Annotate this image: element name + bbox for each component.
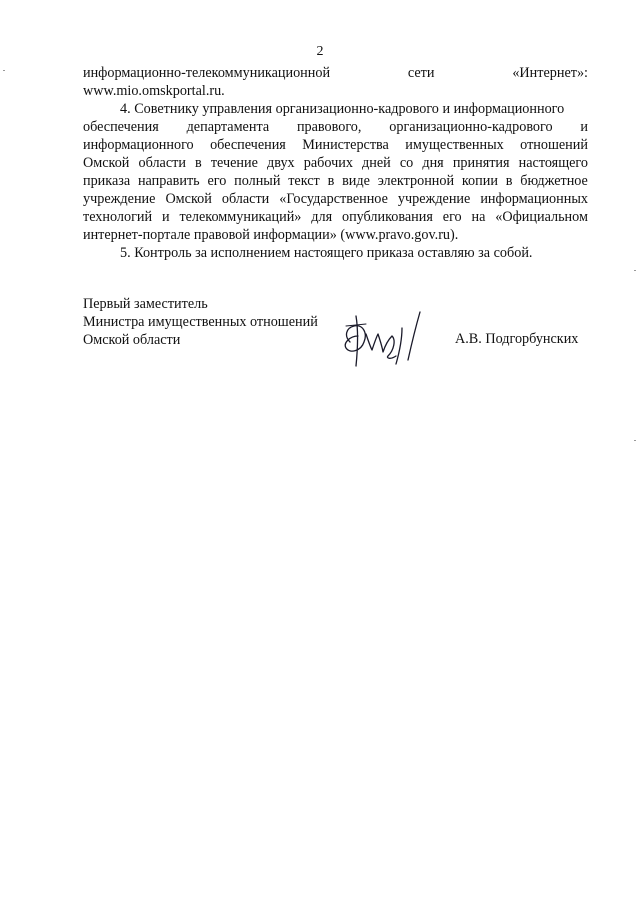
- word: двух: [267, 155, 295, 171]
- paragraph-4-line-8: интернет-портале правовой информации» (www.pravo.gov.ru).: [83, 227, 459, 243]
- signer-name: А.В. Подгорбунских: [455, 331, 579, 347]
- scan-artifact: [3, 70, 5, 71]
- word: телекоммуникаций»: [179, 209, 302, 225]
- word: Омской: [165, 191, 212, 207]
- word: виде: [342, 173, 370, 189]
- word: электронной: [377, 173, 455, 189]
- word: информационного: [83, 137, 194, 153]
- paragraph-3-line-1: [83, 64, 588, 82]
- word: в: [195, 155, 202, 171]
- word: «Официальном: [495, 209, 588, 225]
- word: учреждение: [397, 191, 471, 207]
- word: имущественных: [405, 137, 504, 153]
- word: на: [471, 209, 486, 225]
- word: информационных: [480, 191, 588, 207]
- word: принятия: [452, 155, 510, 171]
- word: отношений: [520, 137, 588, 153]
- word: Омской: [83, 155, 130, 171]
- paragraph-4-line-4: [83, 154, 588, 172]
- signer-title-line-2: Министра имущественных отношений: [83, 314, 318, 330]
- word: в: [327, 173, 335, 189]
- word: Министерства: [302, 137, 389, 153]
- word: правового,: [296, 119, 362, 135]
- word: приказа: [83, 173, 131, 189]
- word: сети: [407, 65, 435, 81]
- word: его: [207, 173, 227, 189]
- word: копии: [461, 173, 498, 189]
- word: учреждение: [83, 191, 156, 207]
- word: его: [442, 209, 462, 225]
- word: и: [161, 209, 170, 225]
- word: текст: [288, 173, 320, 189]
- word: «Интернет»:: [512, 65, 588, 81]
- word: для: [311, 209, 333, 225]
- word: и: [580, 119, 588, 135]
- word: дня: [422, 155, 444, 171]
- word: дней: [362, 155, 391, 171]
- handwritten-signature: [336, 306, 426, 372]
- word: «Государственное: [279, 191, 388, 207]
- word: полный: [234, 173, 281, 189]
- word: области: [138, 155, 186, 171]
- paragraph-4-line-5: [83, 172, 588, 190]
- signer-title-line-3: Омской области: [83, 332, 181, 348]
- document-body: [83, 64, 588, 262]
- scan-artifact: [634, 440, 636, 441]
- word: бюджетное: [520, 173, 588, 189]
- word: обеспечения: [83, 119, 159, 135]
- paragraph-4-line-1: 4. Советнику управления организационно-кадрового и информационного: [120, 101, 565, 117]
- paragraph-4-line-2: [83, 118, 588, 136]
- page-number: 2: [316, 44, 324, 59]
- word: технологий: [83, 209, 153, 225]
- word: информационно-телекоммуникационной: [83, 65, 331, 81]
- word: опубликования: [341, 209, 433, 225]
- signer-title-line-1: Первый заместитель: [83, 296, 208, 312]
- paragraph-4-line-6: [83, 190, 588, 208]
- word: направить: [137, 173, 200, 189]
- word: обеспечения: [210, 137, 286, 153]
- word: в: [505, 173, 513, 189]
- word: рабочих: [303, 155, 353, 171]
- paragraph-4-line-3: [83, 136, 588, 154]
- paragraph-3-line-2: www.mio.omskportal.ru.: [83, 83, 225, 99]
- word: течение: [210, 155, 258, 171]
- word: настоящего: [518, 155, 588, 171]
- scan-artifact: [634, 270, 636, 271]
- paragraph-4-line-7: [83, 208, 588, 226]
- paragraph-5-line-1: 5. Контроль за исполнением настоящего приказа оставляю за собой.: [120, 245, 533, 261]
- word: со: [399, 155, 414, 171]
- word: организационно-кадрового: [389, 119, 553, 135]
- word: области: [221, 191, 270, 207]
- word: департамента: [186, 119, 270, 135]
